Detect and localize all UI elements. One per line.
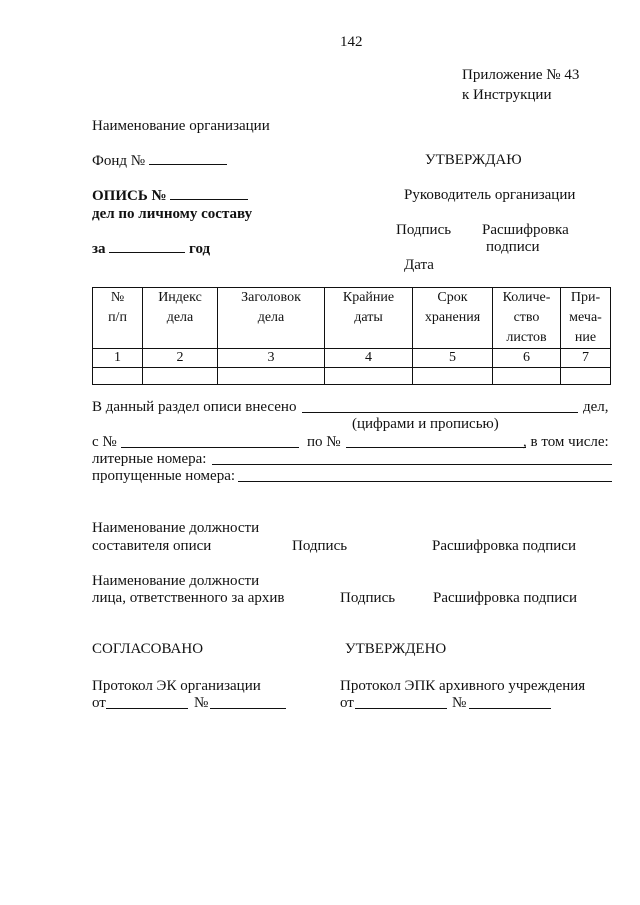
column-number-cell: 1: [93, 349, 143, 368]
approved-protocol: Протокол ЭПК архивного учреждения: [340, 678, 586, 694]
table-number-row: [93, 349, 611, 368]
appendix-line1: Приложение № 43: [462, 67, 580, 83]
agreed-number: №: [194, 695, 209, 711]
compiler-signature: Подпись: [292, 538, 348, 554]
fond-label: Фонд №: [92, 153, 146, 169]
approved-date-blank: [355, 708, 447, 709]
column-number-cell: 7: [561, 349, 611, 368]
approve-title: УТВЕРЖДАЮ: [425, 152, 522, 168]
approve-decoding-line2: подписи: [486, 239, 540, 255]
year-prefix: за: [92, 241, 106, 257]
fond-field: [92, 151, 227, 170]
skipped-label: пропущенные номера:: [92, 468, 236, 484]
archivist-signature: Подпись: [340, 590, 396, 606]
agreed-from: от: [92, 695, 106, 711]
approve-decoding-line1: Расшифровка: [482, 222, 569, 238]
skipped-blank: [238, 481, 612, 482]
agreed-protocol: Протокол ЭК организации: [92, 678, 261, 694]
column-number-cell: 2: [143, 349, 218, 368]
approved-title: УТВЕРЖДЕНО: [345, 641, 447, 657]
including: , в том числе:: [523, 434, 609, 450]
table-cell[interactable]: [143, 368, 218, 385]
agreed-date-blank: [106, 708, 188, 709]
table-cell[interactable]: [561, 368, 611, 385]
column-number-cell: 3: [218, 349, 325, 368]
page-number: 142: [340, 34, 363, 50]
fond-blank: [149, 151, 227, 165]
table-cell[interactable]: [93, 368, 143, 385]
from-blank: [121, 447, 299, 448]
header-cell-title: Заголовок дела: [218, 288, 325, 349]
in-words-note: (цифрами и прописью): [352, 416, 499, 432]
header-cell-number: № п/п: [93, 288, 143, 349]
table-cell[interactable]: [413, 368, 493, 385]
approved-from: от: [340, 695, 354, 711]
archivist-line2: лица, ответственного за архив: [92, 590, 285, 606]
header-cell-index: Индекс дела: [143, 288, 218, 349]
approved-number-blank: [469, 708, 551, 709]
header-cell-notes: При- меча- ние: [561, 288, 611, 349]
year-blank: [109, 239, 185, 253]
table-cell[interactable]: [493, 368, 561, 385]
year-suffix: год: [189, 241, 211, 257]
approve-head: Руководитель организации: [404, 187, 576, 203]
entered-blank: [302, 412, 578, 413]
compiler-decoding: Расшифровка подписи: [432, 538, 576, 554]
inventory-subtitle: дел по личному составу: [92, 206, 253, 222]
from-prefix: с №: [92, 434, 117, 450]
agreed-number-blank: [210, 708, 286, 709]
inventory-table: [92, 287, 611, 385]
agreed-title: СОГЛАСОВАНО: [92, 641, 204, 657]
entered-suffix: дел,: [583, 399, 609, 415]
entered-prefix: В данный раздел описи внесено: [92, 399, 297, 415]
inventory-number-blank: [170, 186, 248, 200]
compiler-line2: составителя описи: [92, 538, 212, 554]
column-number-cell: 6: [493, 349, 561, 368]
approved-number: №: [452, 695, 467, 711]
table-cell[interactable]: [218, 368, 325, 385]
column-number-cell: 5: [413, 349, 493, 368]
table-row: [93, 368, 611, 385]
approve-date: Дата: [404, 257, 434, 273]
lettered-blank: [212, 464, 612, 465]
table-header-row: [93, 288, 611, 349]
archivist-decoding: Расшифровка подписи: [433, 590, 577, 606]
header-cell-dates: Крайние даты: [325, 288, 413, 349]
inventory-title: [92, 186, 248, 205]
to-blank: [346, 447, 526, 448]
to-prefix: по №: [307, 434, 341, 450]
table-cell[interactable]: [325, 368, 413, 385]
column-number-cell: 4: [325, 349, 413, 368]
appendix-line2: к Инструкции: [462, 87, 552, 103]
org-name-label: Наименование организации: [92, 118, 270, 134]
approve-signature: Подпись: [396, 222, 452, 238]
lettered-label: литерные номера:: [92, 451, 207, 467]
compiler-line1: Наименование должности: [92, 520, 260, 536]
header-cell-retention: Срок хранения: [413, 288, 493, 349]
archivist-line1: Наименование должности: [92, 573, 260, 589]
inventory-title-text: ОПИСЬ №: [92, 188, 167, 204]
header-cell-sheets: Количе- ство листов: [493, 288, 561, 349]
inventory-year: [92, 239, 210, 258]
